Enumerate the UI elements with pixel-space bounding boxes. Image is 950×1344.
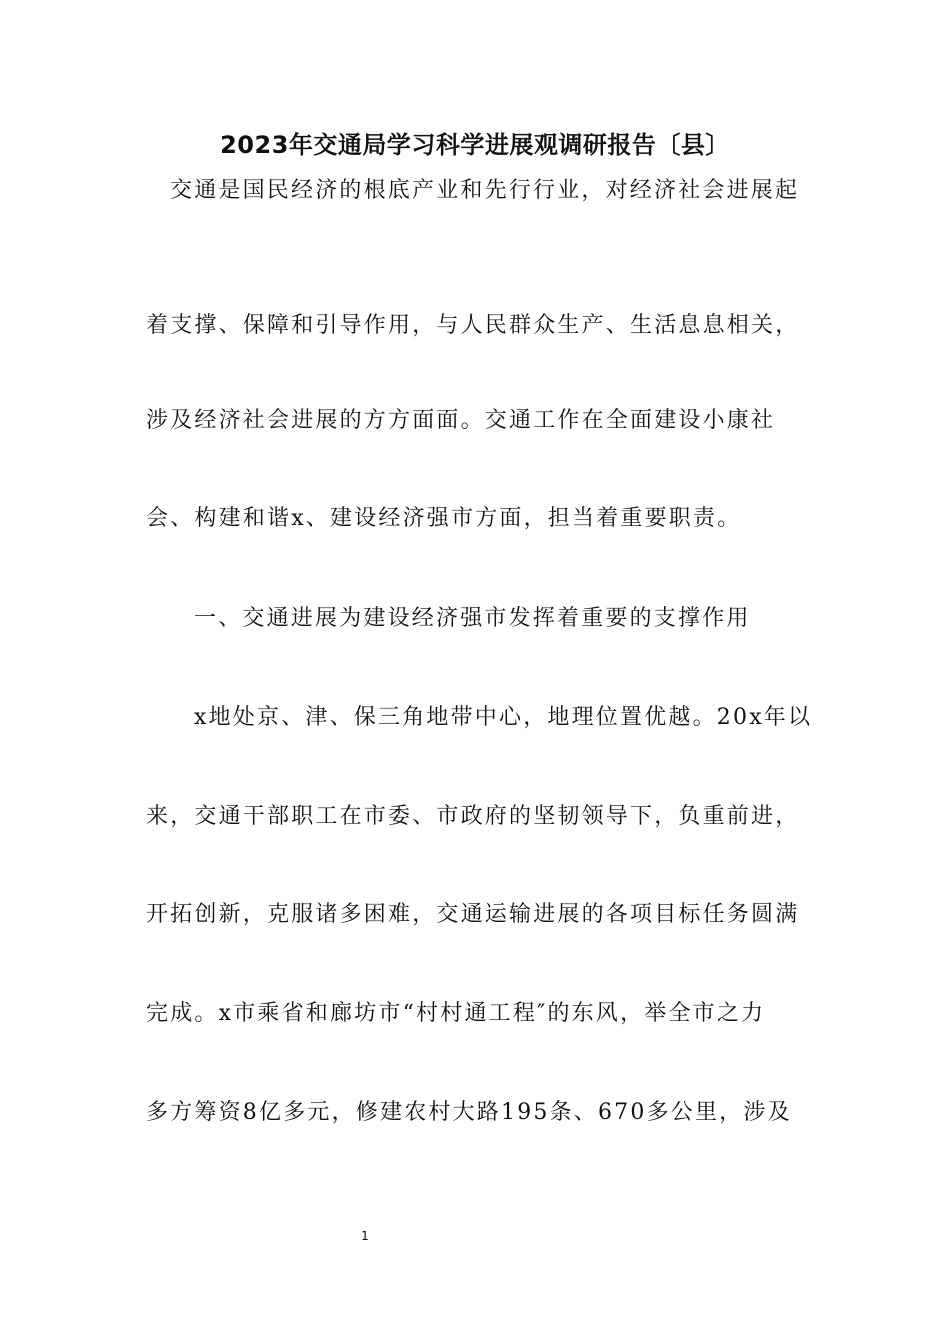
document-title: 2023年交通局学习科学进展观调研报告〔县〕	[220, 131, 730, 159]
paragraph-line: 交通是国民经济的根底产业和先行行业，对经济社会进展起	[170, 178, 800, 203]
paragraph-line: x地处京、津、保三角地带中心，地理位置优越。20x年以	[194, 705, 813, 730]
paragraph-line: 完成。x市乘省和廊坊市“村村通工程″的东风，举全市之力	[146, 1001, 766, 1026]
page-number: 1	[361, 1229, 369, 1243]
paragraph-line: 会、构建和谐x、建设经济强市方面，担当着重要职责。	[146, 506, 742, 531]
paragraph-line: 来，交通干部职工在市委、市政府的坚韧领导下，负重前进，	[146, 804, 800, 829]
paragraph-line: 开拓创新，克服诸多困难，交通运输进展的各项目标任务圆满	[146, 902, 800, 927]
paragraph-line: 多方筹资8亿多元，修建农村大路195条、670多公里，涉及	[146, 1100, 792, 1125]
section-heading: 一、交通进展为建设经济强市发挥着重要的支撑作用	[194, 606, 751, 631]
paragraph-line: 着支撑、保障和引导作用，与人民群众生产、生活息息相关，	[146, 313, 800, 338]
paragraph-line: 涉及经济社会进展的方方面面。交通工作在全面建设小康社	[146, 408, 776, 433]
